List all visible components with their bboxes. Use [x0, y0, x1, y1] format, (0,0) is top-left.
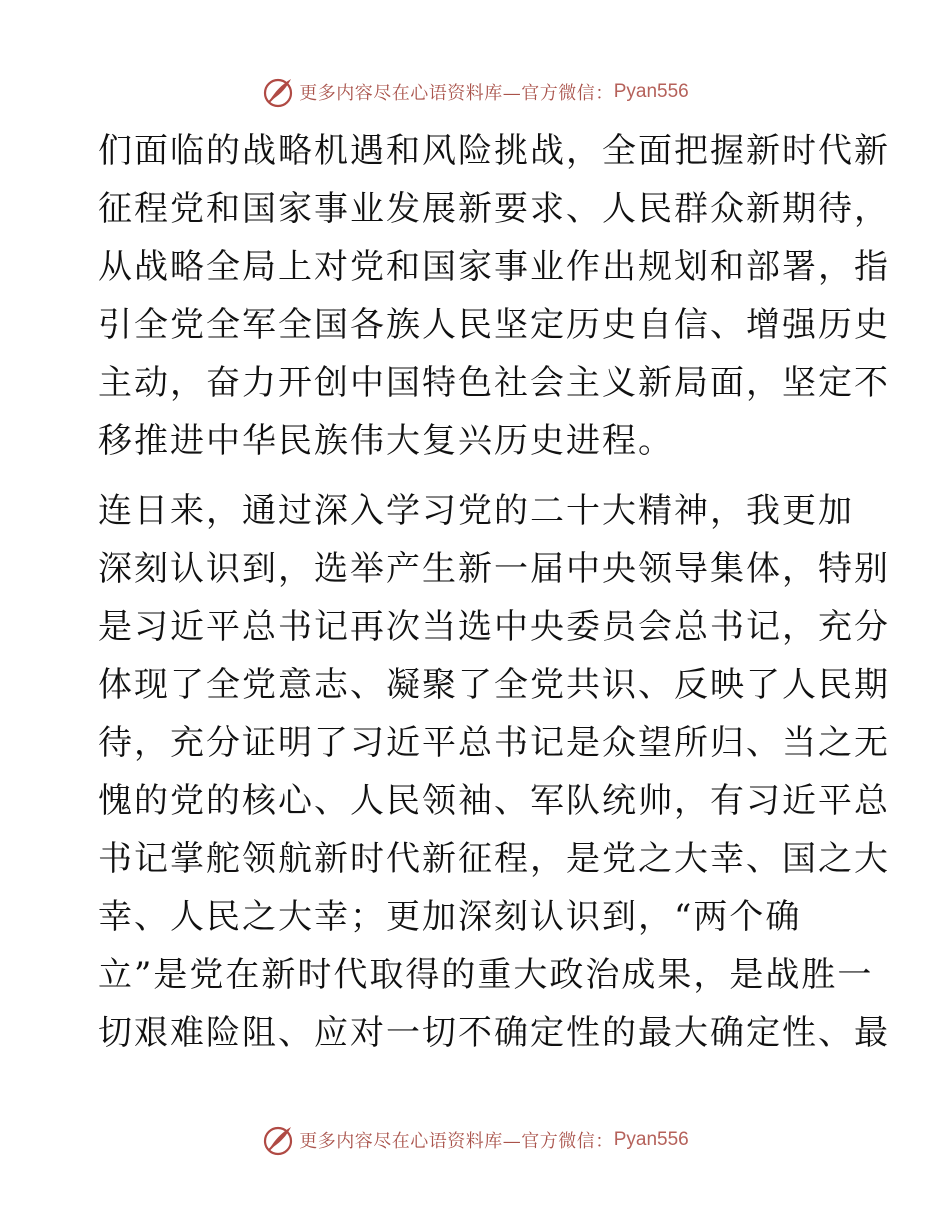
text-line: 们面临的战略机遇和风险挑战，全面把握新时代新: [98, 131, 890, 171]
text-line: 体现了全党意志、凝聚了全党共识、反映了人民期: [98, 665, 890, 705]
text-line: 深刻认识到，选举产生新一届中央领导集体，特别: [98, 549, 890, 589]
feather-pen-circle-icon: [261, 75, 295, 109]
text-line: 待，充分证明了习近平总书记是众望所归、当之无: [98, 723, 890, 763]
text-line: 立”是党在新时代取得的重大政治成果，是战胜一: [98, 955, 874, 995]
header-banner-text: 更多内容尽在心语资料库—官方微信：: [299, 83, 614, 104]
text-line: 连日来，通过深入学习党的二十大精神，我更加: [98, 491, 854, 531]
text-line: 从战略全局上对党和国家事业作出规划和部署，指: [98, 247, 890, 287]
text-line: 征程党和国家事业发展新要求、人民群众新期待，: [98, 189, 890, 229]
feather-pen-circle-icon: [261, 1123, 295, 1157]
text-line: 移推进中华民族伟大复兴历史进程。: [98, 421, 674, 461]
text-line: 书记掌舵领航新时代新征程，是党之大幸、国之大: [98, 839, 890, 879]
text-line: 幸、人民之大幸；更加深刻认识到，“两个确: [98, 897, 802, 937]
paragraph-1: [98, 122, 890, 470]
footer-banner-text: 更多内容尽在心语资料库—官方微信：: [299, 1131, 614, 1152]
text-line: 愧的党的核心、人民领袖、军队统帅，有习近平总: [98, 781, 890, 821]
footer-banner-account: Pyan556: [613, 1129, 689, 1150]
header-banner: [0, 72, 950, 112]
text-line: 切艰难险阻、应对一切不确定性的最大确定性、最: [98, 1013, 890, 1053]
paragraph-2: [98, 482, 890, 1062]
text-line: 引全党全军全国各族人民坚定历史自信、增强历史: [98, 305, 890, 345]
document-body: [98, 122, 890, 1062]
header-banner-account: Pyan556: [613, 81, 689, 102]
footer-banner: [0, 1120, 950, 1160]
text-line: 主动，奋力开创中国特色社会主义新局面，坚定不: [98, 363, 890, 403]
text-line: 是习近平总书记再次当选中央委员会总书记，充分: [98, 607, 890, 647]
